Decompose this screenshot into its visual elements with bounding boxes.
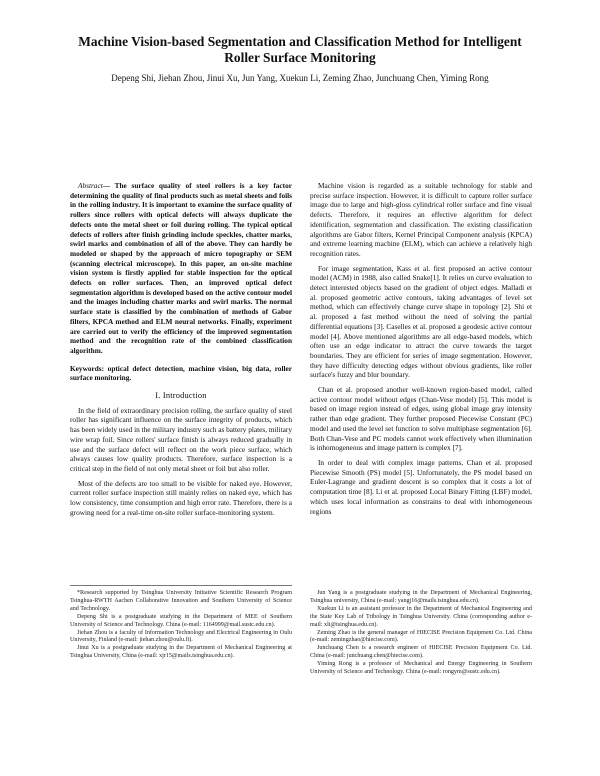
footnote: Jinui Xu is a postgraduate studying in the Department of Mechanical Engineering at Tsinghua University, China (e-mail: xjr15@mails.tsinghua.edu.cn).: [70, 645, 292, 660]
body-paragraph: Machine vision is regarded as a suitable technology for stable and precise surface inspection. However, it is difficult to capture roller surface image due to large and high-gloss cylindrical roller surface and fine visual defects. Therefore, it requires an effective algorithm for defect identification, segmentation and classification. The existing classification algorithms are Gabor filters, Kernel Principal Component analysis (KPCA) and extreme learning machine (ELM), which can achieve a relatively high recognition rates.: [310, 181, 532, 258]
footnote: Jiehan Zhou is a faculty of Information Technology and Electrical Engineering in Oulu University, Finland (e-mail: jiehan.zhou@oulu.fi).: [70, 629, 292, 644]
footnote: Junchuang Chen is a research engineer of HIECISE Precision Equipment Co. Ltd. China (e-mail: junchuang.chen@hiecise.com).: [310, 645, 532, 660]
abstract-text: — The surface quality of steel rollers is a key factor determining the quality of final products such as metal sheets and foils in the rolling industry. It is important to examine the surface quality of rollers since rollers with optical defects will always duplicate the defects onto the metal sheet or foil during rolling. The typical optical defects of rollers after finish grinding include speckles, chatter marks, swirl marks and combination of all of the above. They can hardly be modeled or shaped by the approach of micro topography or SEM (scanning electrical microscope). In this paper, an on-site machine vision system is firstly applied for stable inspection for the optical defects on roller surfaces. Then, an improved optical defect segmentation algorithm is developed based on the active contour model and the images including chatter marks and swirl marks. The normal surface state is classified by the combination of methods of Gabor filters, KPCA method and ELM neural networks. Finally, experiment are carried out to verify the efficiency of the improved segmentation method and the recognition rate of the combined classification algorithm.: [70, 181, 292, 355]
intro-paragraph: In the field of extraordinary precision rolling, the surface quality of steel roller has significant influence on the surface integrity of products, which has been widely used in the military industry such as battery plates, military wire wrap foil. Since rollers' surface finish is always reduced gradually in use and the surface defect will reflect on the work piece surface, which always causes low quality products. Therefore, surface inspection is a critical step in the field of not only metal sheet or foil but also roller.: [70, 405, 292, 473]
body-paragraph: In order to deal with complex image patterns, Chan et al. proposed Piecewise Smooth (PS) model [5]. Unfortunately, the PS model based on Euler-Lagrange and gradient descent is so complex that it costs a lot of computation time [8]. Li et al. proposed Local Binary Fitting (LBF) model, which uses local information as constrains to deal with inhomogeneous regions: [310, 457, 532, 516]
footnote: Jun Yang is a postgraduate studying in the Department of Mechanical Engineering, Tsinghua university, China (e-mail: yangj16@mails.tsinghua.edu.cn).: [310, 590, 532, 604]
abstract-label: Abstract: [78, 181, 103, 190]
keywords: Keywords: optical defect detection, machine vision, big data, roller surface monitoring.: [70, 363, 292, 383]
author-list: Depeng Shi, Jiehan Zhou, Jinui Xu, Jun Yang, Xuekun Li, Zeming Zhao, Junchuang Chen, Yiming Rong: [111, 73, 489, 83]
footnote-divider: [70, 585, 292, 586]
section-heading-introduction: I. Introduction: [155, 391, 207, 401]
footnote: Zeming Zhao is the general manager of HIECISE Precision Equipment Co. Ltd. China (e-mail: zemingzhao@hiecise.com).: [310, 629, 532, 644]
footnotes-left: [70, 590, 292, 661]
footnotes-right: [310, 590, 532, 677]
footnote: Yiming Rong is a professor of Mechanical and Energy Engineering in Southern University of Science and Technology. China (e-mail: rongym@sustc.edu.cn).: [310, 661, 532, 676]
footnote: Depeng Shi is a postgraduate studying in the Department of MEE of Southern University of Science and Technology. China (e-mail: 1164999@mail.sustc.edu.cn).: [70, 613, 292, 628]
footnote: Xuekun Li is an assistant professor in the Department of Mechanical Engineering and the State Key Lab of Tribology in Tsinghua University. China (corresponding author e-mail: xli@tsinghua.edu.cn).: [310, 605, 532, 628]
intro-paragraph: Most of the defects are too small to be visible for naked eye. However, current roller surface inspection still mainly relies on naked eye, which has low consistency, time consumption and high error rate. Therefore, there is a growing need for a real-time on-site roller surface-monitoring system.: [70, 478, 292, 517]
left-column: [70, 181, 292, 523]
right-column: [310, 181, 532, 521]
body-paragraph: Chan et al. proposed another well-known region-based model, called active contour model without edges (Chan-Vese model) [5]. This model is based on image region instead of edges, using global image gray intensity rather than edge gradient. They further proposed Piecewise Constant (PC) model and used the level set function to solve multiphase segmentation [6]. Both Chan-Vese and PC models cannot work effectively when illumination is inhomogeneous and image pattern is complex [7].: [310, 385, 532, 453]
abstract: [70, 181, 292, 356]
body-paragraph: For image segmentation, Kass et al. first proposed an active contour model (ACM) in 1988, also called Snake[1]. It relies on curve evaluation to detect interested objects based on the gradient of object edges. Malladi et al. proposed geometric active contours, taking advantages of level set method, which can effectively change curve shape in topology [2]. Shi et al. proposed a fast method without the need of solving the partial differential equations [3]. Caselles et al. proposed a geodesic active contour model [4]. Above mentioned algorithms are all edge-based models, which often use an edge indicator to attract the curve towards the target boundaries. They are efficient for series of image segmentation. However, they have difficulty detecting edges without obvious gradients, like roller surface's fuzzy and blur boundary.: [310, 263, 532, 380]
paper-title: Machine Vision-based Segmentation and Classification Method for Intelligent Roller Surface Monitoring: [78, 34, 522, 65]
footnote: *Research supported by Tsinghua University Initiative Scientific Research Program Tsinghua-RWTH Aachen Collaborative Innovation and Southern University of Science and Technology.: [70, 590, 292, 612]
